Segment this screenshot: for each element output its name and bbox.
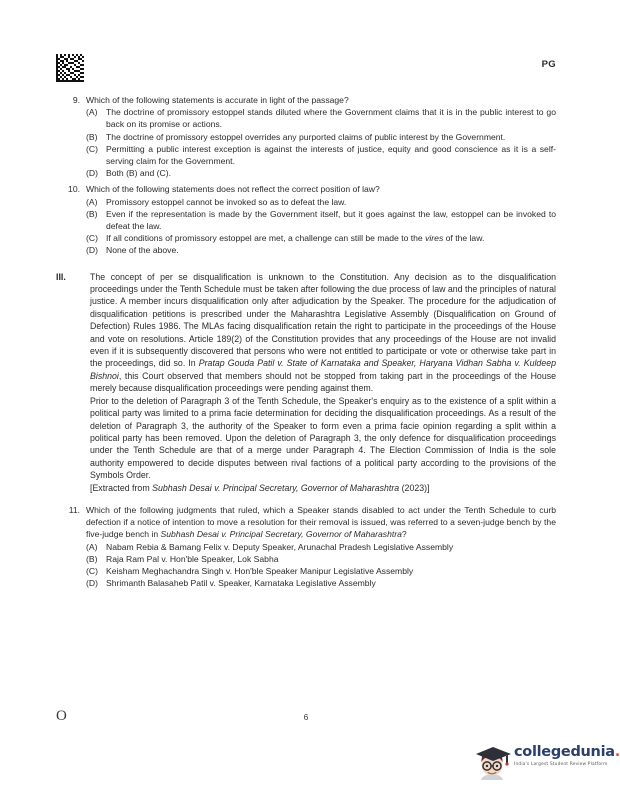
option-label: (D) (86, 245, 98, 256)
option-label: (A) (86, 107, 98, 118)
option-row[interactable] (86, 196, 556, 208)
option-text: The doctrine of promissory estoppel overrides any purported claims of public interest by the Government. (106, 131, 506, 142)
passage-p1-part2: , this Court observed that members should not be stopped from taking part in the proceedings of the House merely because disqualification proceedings were pending against them. (90, 370, 556, 394)
collegedunia-tagline: India's Largest Student Review Platform (514, 762, 608, 767)
option-text: None of the above. (106, 245, 179, 256)
passage-section-iii (56, 271, 556, 494)
option-label: (B) (86, 208, 98, 219)
option-text (106, 232, 556, 244)
case-citation-subhash-desai-q11: Subhash Desai v. Principal Secretary, Governor of Maharashtra (160, 529, 402, 540)
option-text: Shrimanth Balasaheb Patil v. Speaker, Karnataka Legislative Assembly (106, 578, 376, 589)
case-citation-pratap-gouda-patil: Pratap Gouda Patil v. State of Karnataka and Speaker, Haryana Vidhan Sabha v. Kuldeep Bishnoi (90, 358, 556, 381)
question-9 (56, 94, 556, 179)
option-row[interactable] (86, 106, 556, 130)
passage-extract-source (90, 482, 556, 494)
collegedunia-watermark (470, 737, 620, 785)
collegedunia-name (514, 744, 620, 760)
option-text: Even if the representation is made by the Government itself, but it goes against the law, estoppel can be invoked to defeat the law. (106, 208, 556, 232)
option-row[interactable] (86, 244, 556, 256)
question-10-options (56, 196, 556, 257)
option-text: Both (B) and (C). (106, 168, 171, 179)
question-11-options (56, 541, 556, 590)
option-label: (C) (86, 233, 98, 244)
page-header (56, 52, 556, 88)
question-11-stem (86, 504, 556, 541)
question-11-number: 11. (68, 504, 80, 515)
paper-code-label: PG (541, 59, 556, 70)
option-label: (D) (86, 578, 98, 589)
passage-roman-numeral: III. (56, 271, 66, 282)
passage-paragraph-1 (90, 271, 556, 395)
question-10-stem: Which of the following statements does not reflect the correct position of law? (86, 184, 380, 195)
option-text: Permitting a public interest exception is against the interests of justice, equity and good conscience as it is a self-serving claim for the Government. (106, 143, 556, 167)
passage-body (90, 271, 556, 494)
extract-prefix: [Extracted from (90, 482, 153, 493)
option-text: The doctrine of promissory estoppel stands diluted where the Government claims that it is in the public interest to go back on its promise or actions. (106, 107, 556, 130)
option-row[interactable] (86, 577, 556, 589)
collegedunia-mascot-icon (472, 741, 514, 781)
option-row[interactable] (86, 131, 556, 143)
question-10-number: 10. (68, 184, 80, 195)
case-citation-subhash-desai: Subhash Desai v. Principal Secretary, Governor of Maharashtra (152, 482, 400, 493)
option-row[interactable] (86, 167, 556, 179)
brand-name: collegedunia (514, 744, 615, 760)
option-row[interactable] (86, 208, 556, 232)
footer-left-mark: O (56, 708, 67, 724)
question-11-stem-suffix: ? (401, 529, 407, 540)
question-11-stem-row (56, 504, 556, 541)
latin-term-vires: vires (425, 233, 444, 244)
option-text: Nabam Rebia & Bamang Felix v. Deputy Speaker, Arunachal Pradesh Legislative Assembly (106, 541, 454, 552)
question-11-stem-part1: Which of the following judgments that ruled, which a Speaker stands disabled to act under the Tenth Schedule to curb defection if a notice of intention to move a resolution for their removal is issued, was referred to a seven-judge bench by the five-judge bench in (86, 504, 556, 540)
brand-dot: . (614, 744, 620, 760)
option-row[interactable] (86, 232, 556, 244)
option-label: (B) (86, 131, 98, 142)
question-11 (56, 504, 556, 589)
option-c-run: If all conditions of promissory estoppel are met, a challenge can still be made to the vires of the law. (106, 233, 485, 244)
question-9-stem: Which of the following statements is accurate in light of the passage? (86, 95, 349, 105)
page-content (56, 94, 556, 591)
option-row[interactable] (86, 541, 556, 553)
option-label: (C) (86, 143, 98, 154)
option-text: Raja Ram Pal v. Hon'ble Speaker, Lok Sabha (106, 553, 279, 564)
option-label: (D) (86, 168, 98, 179)
option-label: (A) (86, 541, 98, 552)
question-9-options (56, 106, 556, 179)
option-row[interactable] (86, 553, 556, 565)
option-label: (C) (86, 565, 98, 576)
page-number: 6 (303, 712, 309, 722)
option-label: (A) (86, 196, 98, 207)
collegedunia-wordmark (514, 744, 620, 767)
option-label: (B) (86, 553, 98, 564)
passage-paragraph-2: Prior to the deletion of Paragraph 3 of the Tenth Schedule, the Speaker's enquiry as to the existence of a split within a political party was limited to a prima facie determination for deciding the disqualification proceedings. As a result of the deletion of Paragraph 3, the authority of the Speaker to form even a prima facie opinion regarding a split within a political party has been removed. Upon the deletion of Paragraph 3, the only defence for disqualification proceedings under the Tenth Schedule are that of a merge under Paragraph 4. The Election Commission of India is the sole authority empowered to decide disputes between rival factions of a political party according to the provisions of the Symbols Order. (90, 395, 556, 481)
passage-p1-part1: The concept of per se disqualification is unknown to the Constitution. Any decision as to the disqualification proceedings under the Tenth Schedule must be taken after following the due process of law and the principles of natural justice. A member incurs disqualification only after adjudication by the Speaker. The procedure for the adjudication of disqualification petitions is prescribed under the Maharashtra Legislative Assembly (Disqualification on Ground of Defection) Rules 1986. The MLAs facing disqualification retain the right to participate in the proceedings of the House and vote on resolutions. Article 189(2) of the Constitution provides that any proceedings of the House are not invalid even if it is subsequently discovered that persons who were not entitled to participate or vote or otherwise take part in the proceedings, did so. In (90, 271, 556, 369)
question-10 (56, 183, 556, 256)
option-text: Promissory estoppel cannot be invoked so as to defeat the law. (106, 196, 347, 207)
question-9-number: 9. (72, 95, 80, 105)
extract-suffix: (2023)] (399, 482, 430, 493)
question-10-stem-row (56, 183, 556, 195)
option-text: Keisham Meghachandra Singh v. Hon'ble Speaker Manipur Legislative Assembly (106, 565, 414, 576)
question-9-stem-row (56, 94, 556, 106)
datamatrix-barcode (56, 54, 84, 82)
option-row[interactable] (86, 565, 556, 577)
option-row[interactable] (86, 143, 556, 167)
